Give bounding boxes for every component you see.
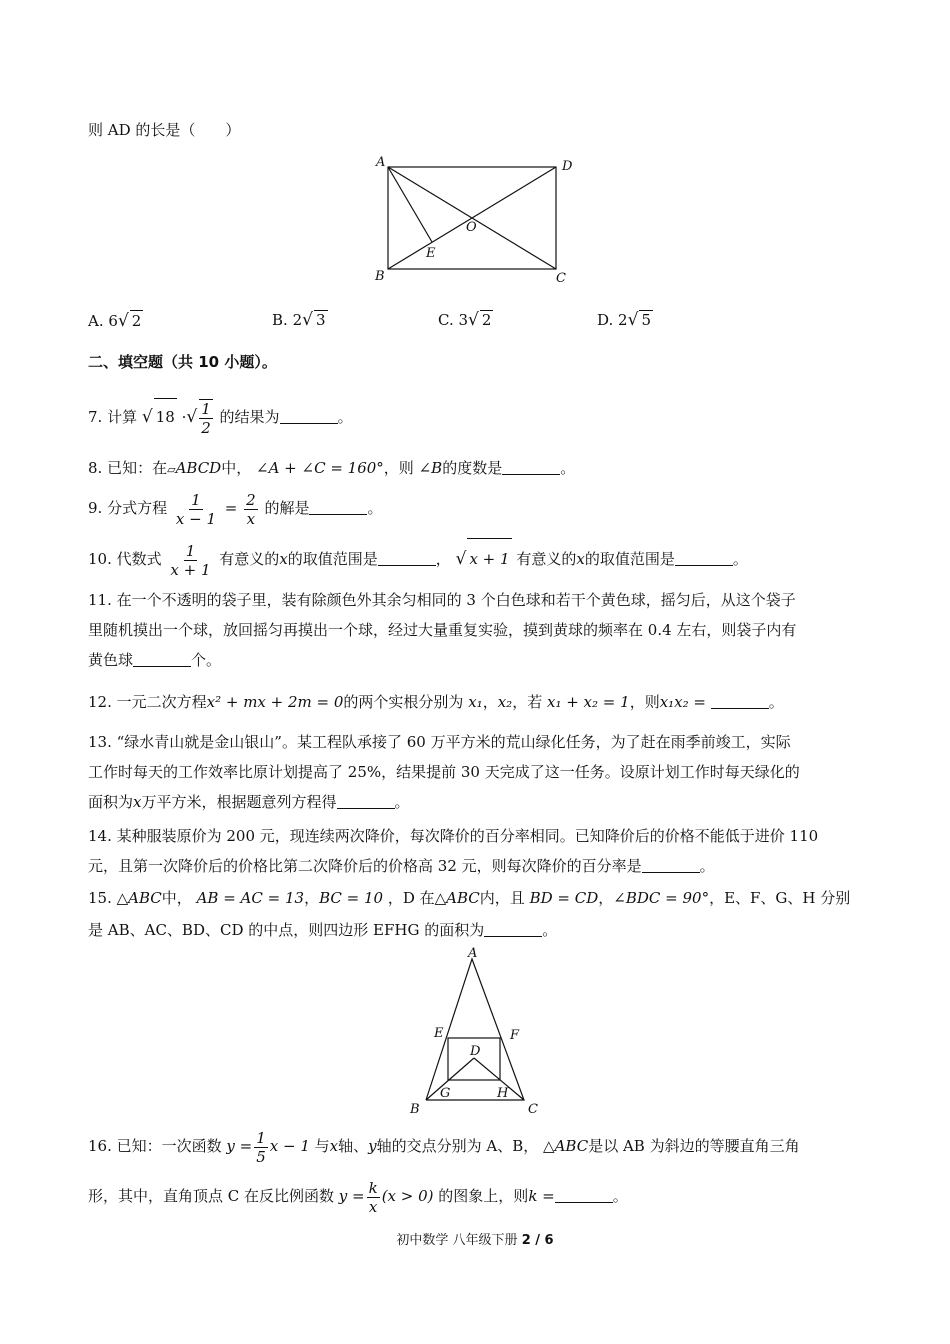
option-d: D. 2√ 5 — [597, 310, 651, 330]
label-b: B — [410, 1102, 420, 1117]
question-14-line1: 14. 某种服装原价为 200 元，现连续两次降价，每次降价的百分率相同。已知降价后的价格不能低于进价 110 — [88, 827, 819, 845]
question-16-line2: 形，其中，直角顶点 C 在反比例函数 y = $\frac{k}{x}$ (x > 0) 的图象上，则k = 。 — [88, 1178, 628, 1216]
page-footer — [0, 1229, 950, 1248]
option-c: C. 3√ 2 — [438, 310, 492, 330]
question-11-line1: 11. 在一个不透明的袋子里，装有除颜色外其余匀相同的 3 个白色球和若干个黄色球，摇匀后，从这个袋子 — [88, 591, 796, 609]
segment-ae — [388, 167, 432, 242]
label-d: D — [562, 159, 573, 174]
question-15-line2: 是 AB、AC、BD、CD 的中点，则四边形 EFHG 的面积为 。 — [88, 921, 558, 939]
question-14-line2: 元，且第一次降价后的价格比第二次降价后的价格高 32 元，则每次降价的百分率是 。 — [88, 857, 715, 875]
label-f: F — [510, 1028, 520, 1043]
question-6-tail: 则 AD 的长是（ ） — [88, 121, 241, 139]
question-13-line3: 面积为x万平方米，根据题意列方程得 。 — [88, 793, 410, 811]
label-b: B — [375, 269, 385, 284]
question-9: 9. 分式方程 $\frac{1}{x - 1}$ = $\frac{2}{x}$ 的解是 。 — [88, 490, 383, 528]
label-h: H — [497, 1086, 509, 1101]
question-13-line2: 工作时每天的工作效率比原计划提高了 25%，结果提前 30 天完成了这一任务。设原计划工作时每天绿化的 — [88, 763, 800, 781]
question-11-line3: 黄色球 个。 — [88, 651, 222, 669]
option-b: B. 2√ 3 — [272, 310, 326, 330]
label-o: O — [466, 220, 477, 235]
rectangle-figure — [370, 150, 580, 285]
footer-text: 初中数学 八年级下册 — [396, 1233, 518, 1248]
question-13-line1: 13. “绿水青山就是金山银山”。某工程队承接了 60 万平方米的荒山绿化任务，为了赶在雨季前竣工，实际 — [88, 733, 791, 751]
question-11-line2: 里随机摸出一个球，放回摇匀再摸出一个球，经过大量重复实验，摸到黄球的频率在 0.4 左右，则袋子内有 — [88, 621, 797, 639]
label-e: E — [426, 246, 436, 261]
label-a: A — [468, 946, 478, 961]
label-c: C — [528, 1102, 538, 1117]
question-12: 12. 一元二次方程x² + mx + 2m = 0的两个实根分别为 x₁，x₂，若 x₁ + x₂ = 1，则x₁x₂ = 。 — [88, 693, 784, 711]
triangle-figure — [400, 945, 550, 1120]
page-number: 2 / 6 — [521, 1233, 554, 1248]
option-a: A. 6√ 2 — [88, 311, 142, 331]
section-title: 二、填空题（共 10 小题）。 — [88, 353, 277, 371]
label-c: C — [556, 271, 566, 285]
question-15-line1: 15. △ABC中， AB = AC = 13，BC = 10 ，D 在△ABC内，且 BD = CD，∠BDC = 90°，E、F、G、H 分别 — [88, 889, 851, 907]
question-8: 8. 已知：在▱ABCD中， ∠A + ∠C = 160°，则 ∠B的度数是 。 — [88, 459, 576, 477]
label-a: A — [376, 155, 386, 170]
question-7: 7. 计算 √ 18 ·√ $\frac{1}{2}$ 的结果为 。 — [88, 400, 353, 437]
question-10: 10. 代数式 $\frac{1}{x + 1}$ 有意义的x的取值范围是 ， √ x + 1 有意义的x的取值范围是 。 — [88, 538, 748, 579]
label-e: E — [434, 1026, 444, 1041]
label-g: G — [440, 1086, 451, 1101]
label-d: D — [470, 1044, 481, 1059]
question-16-line1: 16. 已知：一次函数 y = $\frac{1}{5}$ x − 1 与x轴、y轴的交点分别为 A、B， △ABC是以 AB 为斜边的等腰直角三角 — [88, 1128, 800, 1166]
